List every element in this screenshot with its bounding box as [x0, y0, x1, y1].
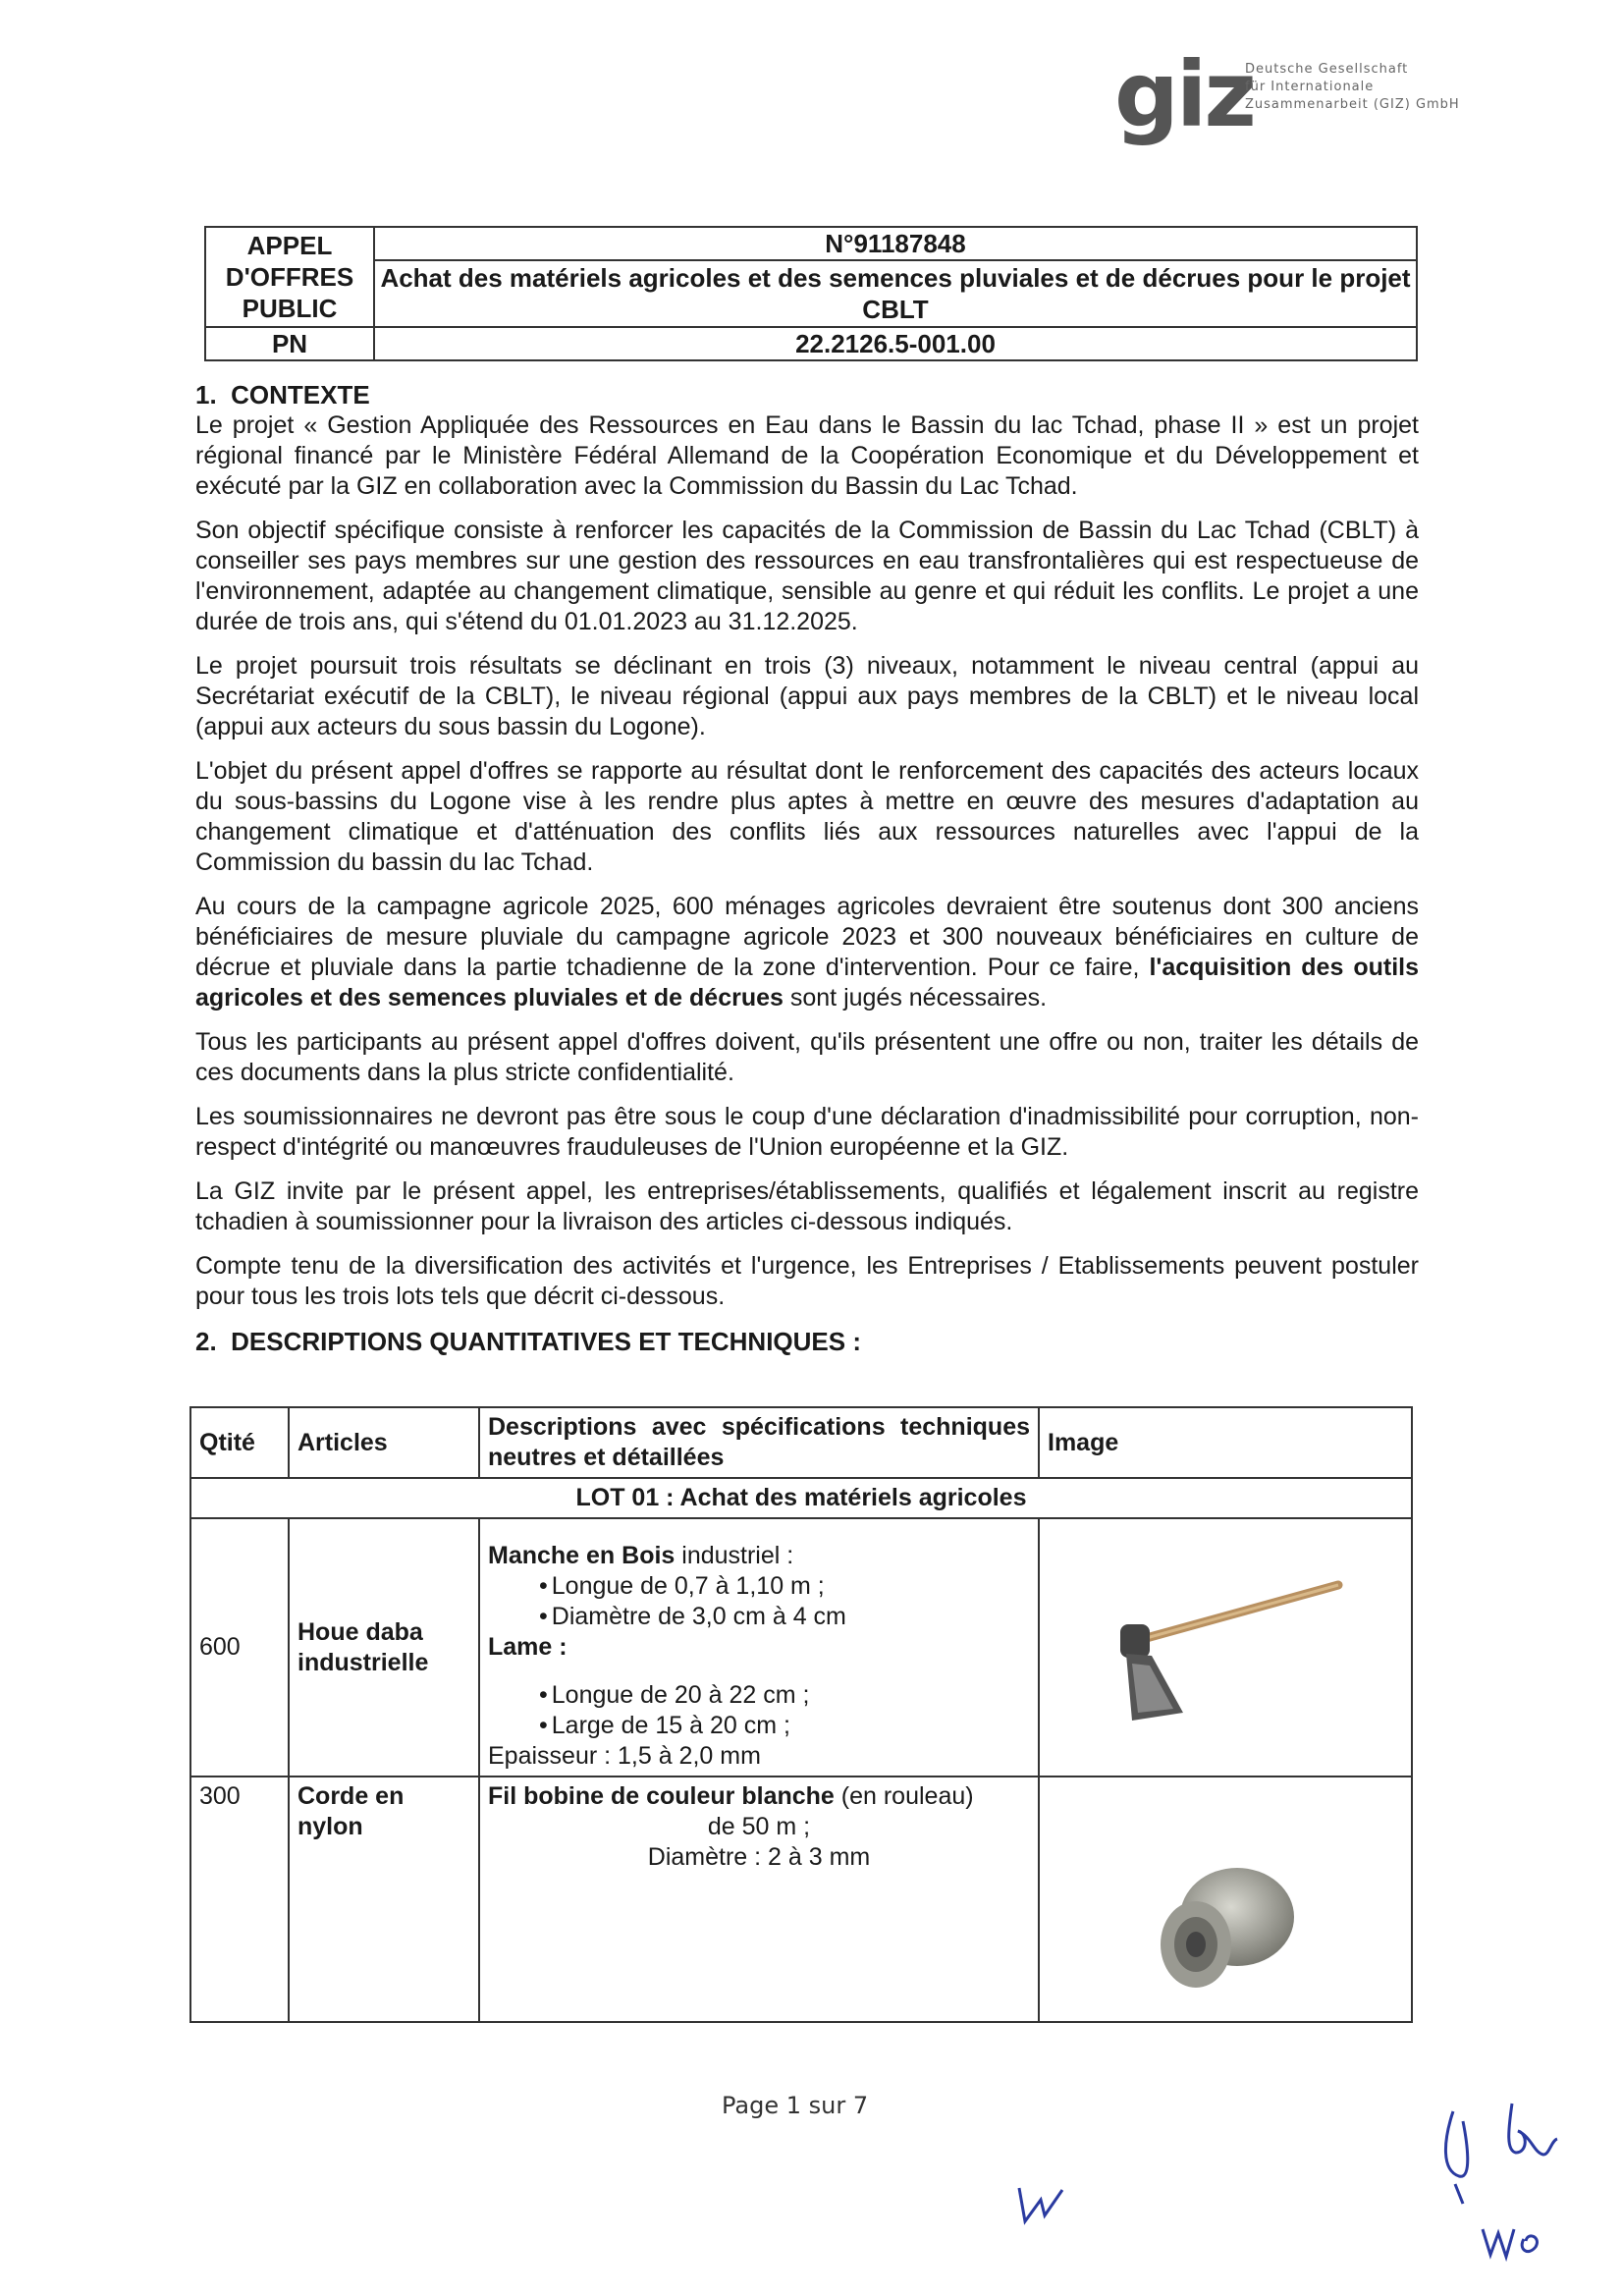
- article-cell: Houe daba industrielle: [289, 1518, 479, 1777]
- spec-line: Diamètre : 2 à 3 mm: [647, 1843, 871, 1871]
- pn-value: 22.2126.5-001.00: [374, 327, 1417, 360]
- qty-cell: 600: [190, 1518, 289, 1777]
- tender-type-line: D'OFFRES: [225, 262, 354, 292]
- tender-type-cell: [205, 227, 374, 327]
- emphasis: l'acquisition des outils agricoles et des semences pluviales et de décrues: [195, 954, 1420, 1011]
- table-row: [190, 1518, 1412, 1777]
- logo-mark: giz: [1114, 42, 1254, 147]
- tender-type-line: PUBLIC: [242, 294, 338, 323]
- description-cell: Manche en Bois industriel : • Longue de 0,7 à 1,10 m ; • Diamètre de 3,0 cm à 4 cm Lame : • Longue de 20 à 22 cm ; • Large de 15 à 20 cm ; Epaisseur : 1,5 à 2,0 mm: [479, 1518, 1039, 1777]
- lot-row: [190, 1478, 1412, 1518]
- paragraph: Au cours de la campagne agricole 2025, 600 ménages agricoles devraient être soutenus dont 300 anciens bénéficiaires de mesure pluviale du campagne agricole 2023 et 300 nouveaux bénéficiaires en culture de décrue et pluviale dans la partie tchadienne de la zone d'intervention. Pour ce faire, l'acquisition des outils agricoles et des semences pluviales et de décrues sont jugés nécessaires.: [195, 893, 1420, 1011]
- tender-title: Achat des matériels agricoles et des semences pluviales et de décrues pour le projet CBLT: [374, 260, 1417, 327]
- logo-line: für Internationale: [1245, 80, 1375, 94]
- col-header-image: Image: [1039, 1407, 1412, 1478]
- paragraph: Les soumissionnaires ne devront pas être sous le coup d'une déclaration d'inadmissibilité pour corruption, non-respect d'intégrité ou manœuvres frauduleuses de l'Union européenne et la GIZ.: [195, 1103, 1419, 1161]
- section-heading-context: 1. CONTEXTE: [195, 380, 370, 410]
- hoe-image: [1093, 1556, 1358, 1732]
- paragraph: L'objet du présent appel d'offres se rapporte au résultat dont le renforcement des capacités des acteurs locaux du sous-bassins du Logone vise à les rendre plus aptes à mettre en œuvre des mesures d'adaptation au changement climatique et d'atténuation des conflits liés aux ressources naturelles avec l'appui de la Commission du bassin du lac Tchad.: [195, 757, 1419, 876]
- spec-subtitle: Lame :: [488, 1633, 568, 1661]
- paragraph: Compte tenu de la diversification des activités et l'urgence, les Entreprises / Etablissements peuvent postuler pour tous les trois lots tels que décrit ci-dessous.: [195, 1252, 1419, 1310]
- tender-number: N°91187848: [374, 227, 1417, 260]
- paragraph: La GIZ invite par le présent appel, les entreprises/établissements, qualifiés et légalement inscrit au registre tchadien à soumissionner pour la livraison des articles ci-dessous indiqués.: [195, 1177, 1419, 1235]
- pn-label: PN: [205, 327, 374, 360]
- table-row: [190, 1777, 1412, 2022]
- description-cell: Fil bobine de couleur blanche (en rouleau) de 50 m ; Diamètre : 2 à 3 mm: [479, 1777, 1039, 2022]
- qty-cell: 300: [190, 1777, 289, 2022]
- logo-line: Zusammenarbeit (GIZ) GmbH: [1245, 97, 1460, 112]
- table-header-row: [190, 1407, 1412, 1478]
- paragraph: Son objectif spécifique consiste à renforcer les capacités de la Commission de Bassin du Lac Tchad (CBLT) à conseiller ses pays membres sur une gestion des ressources en eau transfrontalières qui est respectueuse de l'environnement, adaptée au changement climatique, sensible au genre et qui réduit les conflits. Le projet a une durée de trois ans, qui s'étend du 01.01.2023 au 31.12.2025.: [195, 517, 1419, 635]
- image-cell: [1039, 1518, 1412, 1777]
- paragraph: Le projet poursuit trois résultats se déclinant en trois (3) niveaux, notamment le niveau central (appui au Secrétariat exécutif de la CBLT), le niveau régional (appui aux pays membres de la CBLT) et le niveau local (appui aux acteurs du sous bassin du Logone).: [195, 652, 1419, 740]
- spec-bullet: • Longue de 20 à 22 cm ;: [488, 1680, 1030, 1711]
- spec-line: Epaisseur : 1,5 à 2,0 mm: [488, 1742, 761, 1770]
- image-cell: [1039, 1777, 1412, 2022]
- giz-logo: [1114, 42, 1487, 147]
- handwritten-mark: [1011, 2180, 1070, 2229]
- tender-header-table: [204, 226, 1418, 361]
- spec-bullet: • Large de 15 à 20 cm ;: [488, 1711, 1030, 1741]
- col-header-descriptions: Descriptions avec spécifications techniques neutres et détaillées: [479, 1407, 1039, 1478]
- document-body: [195, 379, 1419, 1357]
- handwritten-initials: [1433, 2082, 1591, 2278]
- article-cell: Corde en nylon: [289, 1777, 479, 2022]
- paragraph: Le projet « Gestion Appliquée des Ressources en Eau dans le Bassin du lac Tchad, phase II » est un projet régional financé par le Ministère Fédéral Allemand de la Coopération Economique et du Développement et exécuté par la GIZ en collaboration avec la Commission du Bassin du Lac Tchad.: [195, 411, 1419, 500]
- page-number: Page 1 sur 7: [722, 2092, 869, 2119]
- spec-line: de 50 m ;: [707, 1813, 811, 1840]
- logo-text: [1245, 61, 1460, 114]
- spec-bullet: • Diamètre de 3,0 cm à 4 cm: [488, 1602, 1030, 1632]
- section-heading-descriptions: 2. DESCRIPTIONS QUANTITATIVES ET TECHNIQUES :: [195, 1327, 861, 1356]
- col-header-qty: Qtité: [190, 1407, 289, 1478]
- lot-title: LOT 01 : Achat des matériels agricoles: [190, 1478, 1412, 1518]
- logo-line: Deutsche Gesellschaft: [1245, 62, 1409, 77]
- specifications-table: [189, 1406, 1413, 2023]
- paragraph: Tous les participants au présent appel d'offres doivent, qu'ils présentent une offre ou non, traiter les détails de ces documents dans la plus stricte confidentialité.: [195, 1028, 1419, 1086]
- rope-spool-image: [1127, 1842, 1324, 2009]
- tender-type-line: APPEL: [246, 231, 333, 260]
- spec-bullet: • Longue de 0,7 à 1,10 m ;: [488, 1571, 1030, 1602]
- col-header-articles: Articles: [289, 1407, 479, 1478]
